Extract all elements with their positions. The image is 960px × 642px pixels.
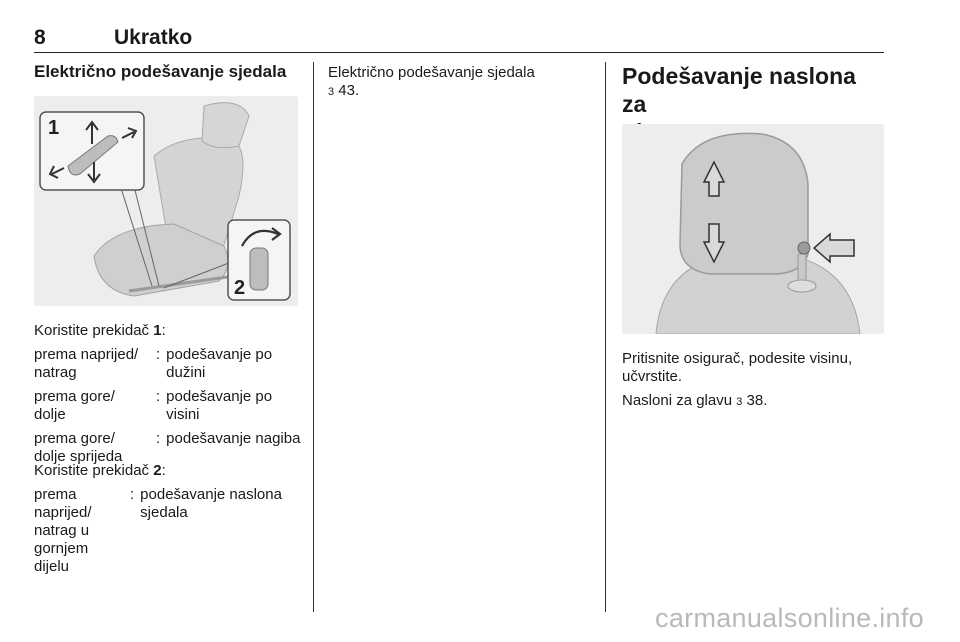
section-title-headrest: Podešavanje naslona za	[622, 63, 856, 117]
table-row: prema gore/ dolje sprijeda : podešavanje nagiba	[34, 430, 301, 465]
switch-1-inset	[40, 112, 144, 190]
page-number: 8	[34, 26, 46, 49]
cross-reference-headrest: Nasloni za glavu 3 38.	[622, 392, 768, 409]
column-divider-2	[605, 62, 606, 612]
headrest-illustration	[622, 124, 884, 334]
headrest-instruction: Pritisnite osigurač, podesite visinu, učvrstite.	[622, 350, 853, 385]
chapter-title: Ukratko	[114, 26, 193, 49]
table-row: prema gore/ dolje : podešavanje po visini	[34, 388, 273, 423]
switch-1-intro: Koristite prekidač 1:	[34, 322, 166, 339]
switch-2-number: 2	[153, 462, 162, 479]
callout-1: 1	[48, 117, 60, 139]
page-header	[34, 26, 884, 53]
table-row: prema naprijed/ natrag : podešavanje po dužini	[34, 346, 273, 381]
cross-reference-seat: Električno podešavanje sjedala 3 43.	[328, 64, 535, 99]
switch-2-intro: Koristite prekidač 2:	[34, 462, 166, 479]
page-ref-arrow-icon: 3	[328, 86, 335, 98]
table-row: prema naprijed/ natrag u gornjem dijelu : podešavanje naslona sjedala	[34, 486, 282, 575]
callout-2: 2	[234, 277, 246, 299]
left-column	[34, 62, 304, 82]
switch-1-number: 1	[153, 322, 162, 339]
column-divider-1	[313, 62, 314, 612]
watermark: carmanualsonline.info	[655, 603, 924, 633]
section-title-seat: Električno podešavanje sjedala	[34, 62, 287, 81]
switch-1-table	[34, 346, 306, 472]
page-ref-arrow-icon: 3	[736, 396, 743, 408]
switch-2-inset	[228, 220, 290, 300]
switch-2-table	[34, 486, 306, 582]
seat-adjustment-illustration	[34, 96, 298, 306]
